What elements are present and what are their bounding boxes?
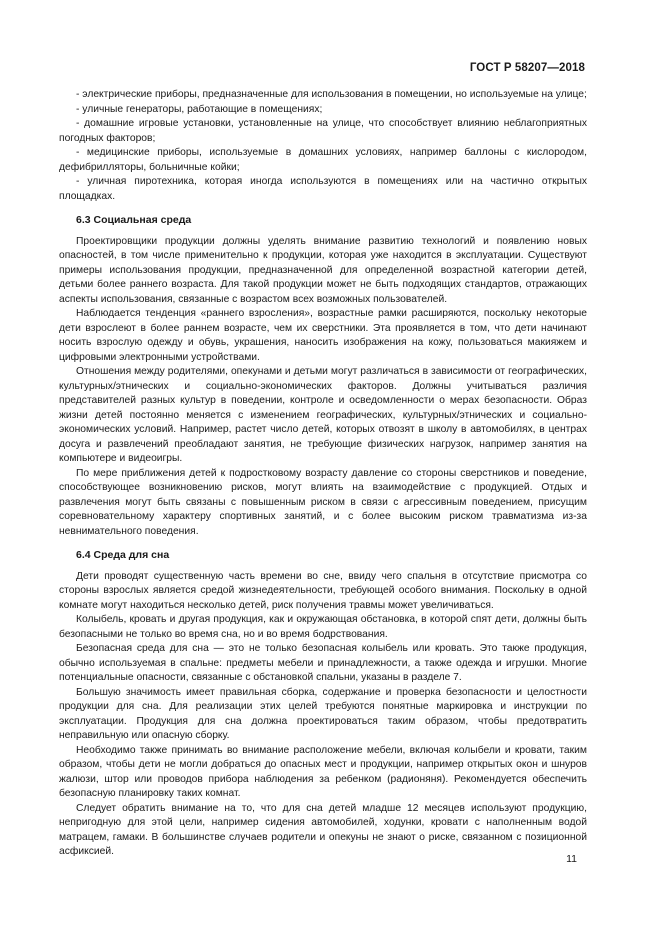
list-item: - уличная пиротехника, которая иногда используются в помещениях или на частично открытых площадках. <box>59 176 587 202</box>
paragraph: Необходимо также принимать во внимание расположение мебели, включая колыбели и кровати, таким образом, чтобы дети не могли добраться до опасных мест и продукции, например открытых окон и шнуров жалюзи, штор или проводов прибора наблюдения за ребенком (радионяня). Рекомендуется обеспечить безопасную планировку таких комнат. <box>59 744 587 799</box>
section-heading-6-4: 6.4 Среда для сна <box>76 549 170 561</box>
paragraph: Отношения между родителями, опекунами и детьми могут различаться в зависимости от географических, культурных/этнических и социально-экономических факторов. Должны учитываться различия представителей разных культур в поведении, контроле и осведомленности о мерах безопасности. Образ жизни детей постоянно меняется с изменением географических, культурных/этнических и социально-экономических условий. Например, растет число детей, которых отвозят в школу в автомобилях, в центрах досуга и развлечений преобладают занятия, не требующие физических нагрузок, например занятия на компьютере и видеоигры. <box>59 366 587 464</box>
paragraph: Проектировщики продукции должны уделять внимание развитию технологий и появлению новых опасностей, в том числе применительно к продукции, которая уже находится в эксплуатации. Существуют примеры использования продукции, предназначенной для определенной возрастной категории детей, детьми более раннего возраста. Для такой продукции может не быть подходящих стандартов, отражающих аспекты использования, связанные с возрастом всех возможных пользователей. <box>59 235 587 305</box>
list-item: - домашние игровые установки, установленные на улице, что способствует влиянию неблагоприятных погодных факторов; <box>59 118 587 144</box>
list-item: - уличные генераторы, работающие в помещениях; <box>76 103 323 115</box>
paragraph: Большую значимость имеет правильная сборка, содержание и проверка безопасности и целостности продукции для сна. Для реализации этих целей требуются понятные маркировка и инструкции по эксплуатации. Продукция для сна должна проектироваться таким образом, чтобы предотвратить неправильную или опасную сборку. <box>59 686 587 741</box>
page-content <box>59 88 587 860</box>
list-item: - медицинские приборы, используемые в домашних условиях, например баллоны с кислородом, дефибрилляторы, больничные койки; <box>59 147 587 173</box>
paragraph: Колыбель, кровать и другая продукция, как и окружающая обстановка, в которой спят дети, должны быть безопасными не только во время сна, но и во время бодрствования. <box>59 614 587 640</box>
paragraph: Наблюдается тенденция «раннего взросления», возрастные рамки расширяются, поскольку некоторые дети взрослеют в более раннем возрасте, чем их сверстники. Эта проявляется в том, что дети начинают носить взрослую одежду и обувь, украшения, наносить изображения на кожу, пользоваться макияжем и цифровыми электронными устройствами. <box>59 308 587 363</box>
paragraph: Дети проводят существенную часть времени во сне, ввиду чего спальня в отсутствие присмотра со стороны взрослых является средой жизнедеятельности, требующей особого внимания. Поскольку в одной комнате могут находиться несколько детей, риск получения травмы может увеличиваться. <box>59 570 587 611</box>
list-item: - электрические приборы, предназначенные для использования в помещении, но используемые на улице; <box>76 89 587 100</box>
paragraph: Безопасная среда для сна — это не только безопасная колыбель или кровать. Это также продукция, обычно используемая в спальне: предметы мебели и принадлежности, а также одежда и игрушки. Многие потенциальные опасности, связанные с обстановкой спальни, указаны в разделе 7. <box>59 643 587 683</box>
document-standard-number: ГОСТ Р 58207—2018 <box>469 62 585 74</box>
paragraph: По мере приближения детей к подростковому возрасту давление со стороны сверстников и поведение, способствующее возникновению рисков, могут влиять на взаимодействие с продукцией. Отдых и развлечения могут быть связаны с повышенным риском в связи с агрессивным поведением, присущим соревновательному характеру спортивных занятий, и с более высоким риском травматизма из-за невнимательного поведения. <box>59 467 587 537</box>
paragraph: Следует обратить внимание на то, что для сна детей младше 12 месяцев используют продукцию, непригодную для этой цели, например сидения автомобилей, ходунки, кровати с наполненным водой матрацем, гамаки. В большинстве случаев родители и опекуны не знают о риске, связанном с позиционной асфиксией. <box>59 802 587 857</box>
section-heading-6-3: 6.3 Социальная среда <box>76 214 192 226</box>
page-number: 11 <box>566 853 577 865</box>
